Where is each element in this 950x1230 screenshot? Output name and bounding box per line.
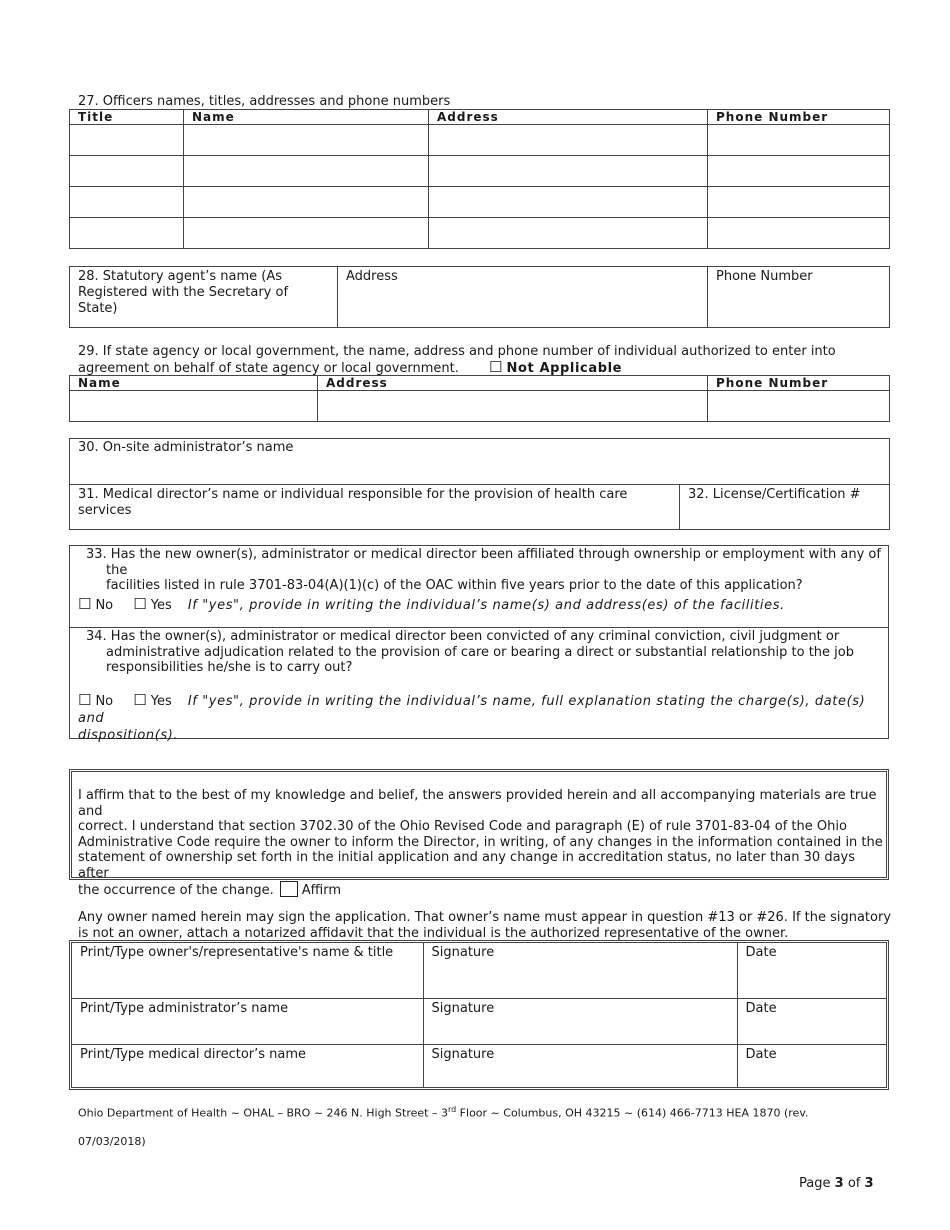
signature-row — [72, 1044, 886, 1087]
footer — [78, 1103, 898, 1149]
medical-director-field[interactable] — [70, 485, 680, 530]
q27-title: 27. Officers names, titles, addresses and phone numbers — [78, 94, 451, 109]
q28-address-label: Address — [346, 269, 398, 284]
administrator-signature-field[interactable] — [423, 998, 737, 1044]
footer-line2: 07/03/2018) — [78, 1134, 146, 1148]
onsite-administrator-field[interactable] — [70, 439, 890, 485]
officers-header-title: Title — [70, 110, 184, 125]
medical-director-date-label: Date — [745, 1046, 777, 1062]
officers-row — [70, 156, 890, 187]
q34-question — [78, 629, 883, 676]
q33-question — [78, 547, 883, 594]
affirm-label: Affirm — [301, 883, 341, 898]
page-number: Page 3 of 3 — [799, 1176, 874, 1191]
affirm-checkbox[interactable] — [280, 881, 298, 897]
q33-yes-option[interactable] — [133, 595, 172, 613]
officer-address-field[interactable] — [429, 156, 708, 187]
medical-director-name-label: Print/Type medical director’s name — [80, 1046, 307, 1062]
authorized-individual-table — [69, 375, 890, 422]
q29-line1: 29. If state agency or local government, the name, address and phone number of individual authorized to enter into — [78, 344, 836, 359]
administrator-date-field[interactable] — [737, 998, 886, 1044]
officer-name-field[interactable] — [184, 125, 429, 156]
medical-director-date-field[interactable] — [737, 1044, 886, 1087]
affirmation-line5: the occurrence of the change. — [78, 883, 274, 898]
officer-title-field[interactable] — [70, 218, 184, 249]
checkbox-icon[interactable]: ☐ — [489, 357, 503, 376]
q34-note-line1: If "yes", provide in writing the individual’s name, full explanation stating the charge(s), date(s) and — [78, 694, 866, 726]
q33-line1: 33. Has the new owner(s), administrator or medical director been affiliated through ownership or employment with any of the — [86, 547, 881, 578]
officer-title-field[interactable] — [70, 125, 184, 156]
statutory-agent-address-field[interactable] — [338, 267, 708, 328]
q33-answers — [78, 595, 883, 613]
q32-label: 32. License/Certification # — [688, 487, 861, 502]
q31-label: 31. Medical director’s name or individual responsible for the provision of health care services — [78, 487, 628, 518]
q33-note: If "yes", provide in writing the individual’s name(s) and address(es) of the facilities. — [187, 598, 785, 613]
disclosure-box — [69, 545, 889, 743]
officer-name-field[interactable] — [184, 156, 429, 187]
authorized-phone-field[interactable] — [708, 391, 890, 422]
q29-question — [78, 344, 898, 376]
authorized-row — [70, 391, 890, 422]
q34-answers — [78, 692, 883, 744]
officers-row — [70, 125, 890, 156]
q34-note-line2: disposition(s). — [78, 728, 179, 743]
medical-director-signature-label: Signature — [431, 1046, 495, 1062]
q33-line2: facilities listed in rule 3701-83-04(A)(1)(c) of the OAC within five years prior to the date of this application? — [106, 578, 803, 593]
q30-label: 30. On-site administrator’s name — [78, 440, 294, 455]
q28-phone-label: Phone Number — [716, 269, 813, 284]
owner-name-field[interactable] — [72, 943, 423, 998]
not-applicable-option[interactable] — [489, 357, 623, 376]
officer-address-field[interactable] — [429, 125, 708, 156]
signature-row — [72, 998, 886, 1044]
q33-yes-label: Yes — [150, 598, 172, 613]
statutory-agent-name-field[interactable] — [70, 267, 338, 328]
officer-title-field[interactable] — [70, 187, 184, 218]
license-certification-field[interactable] — [680, 485, 890, 530]
officer-phone-field[interactable] — [708, 218, 890, 249]
owner-date-label: Date — [745, 945, 777, 960]
medical-director-name-field[interactable] — [72, 1044, 423, 1087]
affirmation-line1: I affirm that to the best of my knowledge and belief, the answers provided herein and all accompanying materials are true and — [78, 788, 877, 819]
officers-header-address: Address — [429, 110, 708, 125]
q34-line1: 34. Has the owner(s), administrator or medical director been convicted of any criminal conviction, civil judgment or — [86, 629, 840, 644]
affirmation-text — [78, 788, 883, 899]
officer-name-field[interactable] — [184, 218, 429, 249]
footer-line1: Ohio Department of Health ~ OHAL – BRO ~ 246 N. High Street – 3rd Floor ~ Columbus, OH 43215 ~ (614) 466-7713 HEA 1870 (rev. — [78, 1105, 809, 1120]
q34-line2: administrative adjudication related to the provision of care or bearing a direct or substantial relationship to the job — [106, 644, 854, 660]
officers-header-phone: Phone Number — [708, 110, 890, 125]
officers-row — [70, 218, 890, 249]
authorized-header-address: Address — [318, 376, 708, 391]
authorized-header-name: Name — [70, 376, 318, 391]
authorized-name-field[interactable] — [70, 391, 318, 422]
q28-label-line1: 28. Statutory agent’s name (As — [78, 269, 283, 284]
administrator-signature-label: Signature — [431, 1000, 495, 1016]
q29-line2: agreement on behalf of state agency or local government. — [78, 360, 459, 376]
officer-name-field[interactable] — [184, 187, 429, 218]
owner-name-label: Print/Type owner's/representative's name & title — [80, 945, 394, 960]
authorized-header-phone: Phone Number — [708, 376, 890, 391]
administrator-date-label: Date — [745, 1000, 777, 1016]
signature-intro-line2: is not an owner, attach a notarized affidavit that the individual is the authorized representative of the owner. — [78, 925, 789, 941]
owner-signature-field[interactable] — [423, 943, 737, 998]
officer-phone-field[interactable] — [708, 125, 890, 156]
officer-phone-field[interactable] — [708, 187, 890, 218]
officer-address-field[interactable] — [429, 187, 708, 218]
affirmation-line2: correct. I understand that section 3702.30 of the Ohio Revised Code and paragraph (E) of rule 3701-83-04 of the Ohio — [78, 819, 847, 834]
checkbox-icon[interactable]: ☐ — [133, 595, 147, 613]
affirmation-line3: Administrative Code require the owner to inform the Director, in writing, of any changes in the information contained in the — [78, 834, 883, 850]
authorized-address-field[interactable] — [318, 391, 708, 422]
signature-intro-line1: Any owner named herein may sign the application. That owner’s name must appear in question #13 or #26. If the signatory — [78, 910, 892, 925]
q34-line3: responsibilities he/she is to carry out? — [106, 660, 353, 675]
q34-no-label: No — [95, 694, 114, 709]
administrator-name-field[interactable] — [72, 998, 423, 1044]
q34-yes-option[interactable] — [133, 691, 172, 709]
owner-signature-label: Signature — [431, 945, 495, 960]
officer-phone-field[interactable] — [708, 156, 890, 187]
q28-label-line2: Registered with the Secretary of State) — [78, 285, 289, 316]
signature-box — [69, 940, 889, 1090]
checkbox-icon[interactable]: ☐ — [78, 595, 92, 613]
affirmation-line4: statement of ownership set forth in the initial application and any change in accreditation status, no later than 30 days after — [78, 850, 855, 881]
q34-no-option[interactable] — [78, 691, 114, 709]
not-applicable-label: Not Applicable — [506, 360, 623, 376]
officers-header-name: Name — [184, 110, 429, 125]
statutory-agent-phone-field[interactable] — [708, 267, 890, 328]
checkbox-icon[interactable]: ☐ — [133, 691, 147, 709]
q29-line2-wrap — [78, 357, 898, 377]
owner-date-field[interactable] — [737, 943, 886, 998]
medical-director-signature-field[interactable] — [423, 1044, 737, 1087]
disclosure-divider — [70, 627, 888, 628]
signature-row — [72, 943, 886, 998]
administrator-table — [69, 438, 890, 530]
checkbox-icon[interactable]: ☐ — [78, 691, 92, 709]
officers-row — [70, 187, 890, 218]
affirmation-box — [69, 769, 889, 898]
officer-address-field[interactable] — [429, 218, 708, 249]
signature-table — [72, 943, 886, 1087]
statutory-agent-table — [69, 266, 890, 328]
administrator-name-label: Print/Type administrator’s name — [80, 1000, 289, 1016]
officers-table — [69, 109, 890, 249]
q33-no-label: No — [95, 598, 114, 613]
q34-yes-label: Yes — [150, 694, 172, 709]
signature-instructions — [78, 910, 898, 941]
q33-no-option[interactable] — [78, 595, 114, 613]
officer-title-field[interactable] — [70, 156, 184, 187]
